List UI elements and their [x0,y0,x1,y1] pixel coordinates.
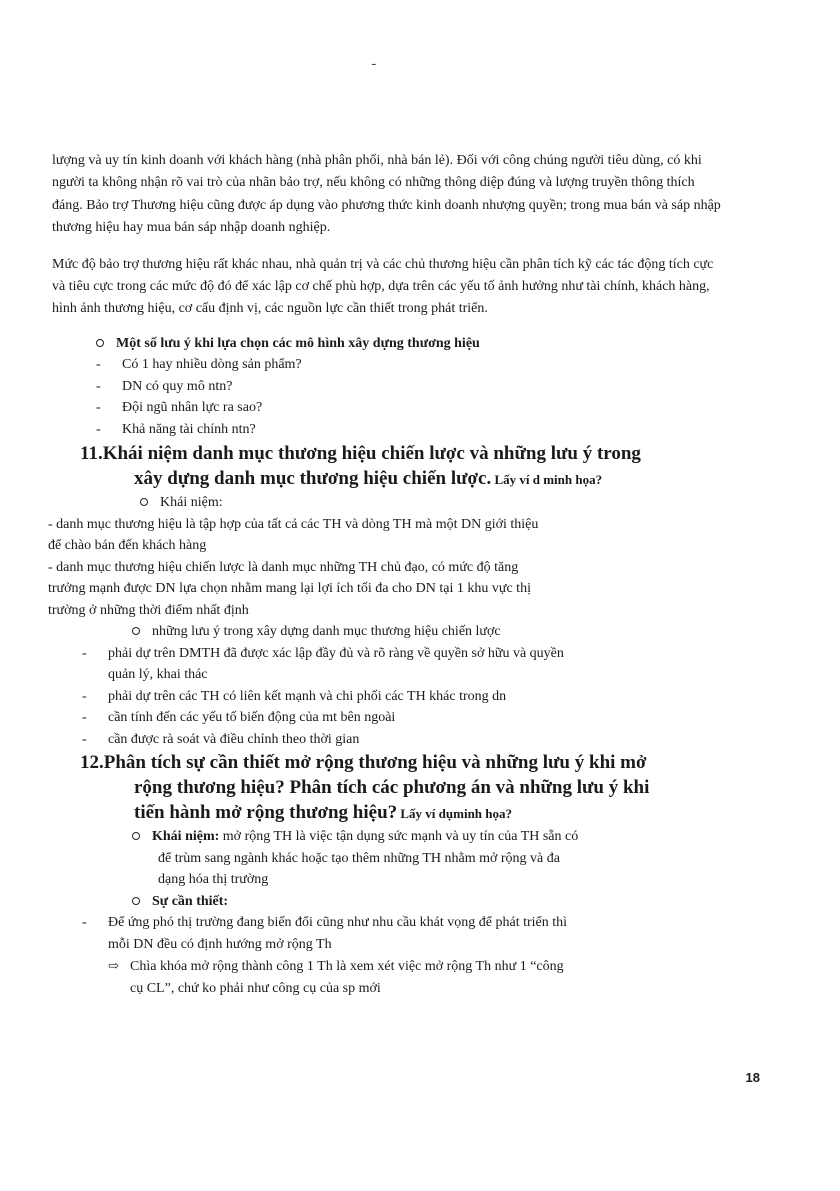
list-item: - DN có quy mô ntn? [96,378,233,394]
list-item: - Đội ngũ nhân lực ra sao? [96,400,263,416]
document-body [48,150,722,999]
question-12-heading: 12.Phân tích sự cần thiết mở rộng thương hiệu và những lưu ý khi mở rộng thương hiệu? Phân tích các phương án và những lưu ý khi tiến hành mở rộng thương hiệu? Lấy ví dụminh họa? [80,752,650,824]
q12-concept: Khái niệm: mở rộng TH là việc tận dụng sức mạnh và uy tín của TH sẵn có [52,826,722,848]
q11-definition-1-cont: để chào bán đến khách hàng [48,538,207,554]
paragraph-support-levels: Mức độ bảo trợ thương hiệu rất khác nhau, nhà quản trị và các chủ thương hiệu cần phân tích kỹ các tác động tích cực và tiêu cực trong các mức độ đó để xác lập cơ chế phù hợp, dựa trên các yếu tố ảnh hưởng như tài chính, khách hàng, hình ảnh thương hiệu, cơ cấu định vị, các nguồn lực cần thiết trong phát triển. [52,256,714,317]
arrow-item: ⇨ Chìa khóa mở rộng thành công 1 Th là xem xét việc mở rộng Th như 1 “công [52,955,722,978]
bullet-icon [132,627,140,635]
q12-concept-cont2: dạng hóa thị trường [158,872,269,888]
arrow-right-icon: ⇨ [108,958,119,974]
scan-mark: ـ [372,54,376,68]
q11-definition-2-cont: trưởng mạnh được DN lựa chọn nhằm mang lại lợi ích tối đa cho DN tại 1 khu vực thị [48,581,531,597]
arrow-item-cont: cụ CL”, chứ ko phải như công cụ của sp mới [130,980,381,996]
question-11-heading: 11.Khái niệm danh mục thương hiệu chiến lược và những lưu ý trong xây dựng danh mục thương hiệu chiến lược. Lấy ví d minh họa? [80,443,641,490]
notes-heading: Một số lưu ý khi lựa chọn các mô hình xây dựng thương hiệu [52,333,722,355]
list-item: - cần được rà soát và điều chỉnh theo thời gian [82,731,360,747]
q11-notes-label: những lưu ý trong xây dựng danh mục thương hiệu chiến lược [52,621,722,643]
q11-definition-2: - danh mục thương hiệu chiến lược là danh mục những TH chủ đạo, có mức độ tăng [48,559,519,575]
bullet-icon [132,832,140,840]
bullet-icon [96,339,104,347]
q11-concept-label: Khái niệm: [52,492,722,514]
list-item: - phải dự trên các TH có liên kết mạnh và chi phối các TH khác trong dn [82,688,507,704]
q12-concept-cont: để trùm sang ngành khác hoặc tạo thêm những TH nhằm mở rộng và đa [158,850,560,866]
paragraph-branding-support: lượng và uy tín kinh doanh với khách hàng (nhà phân phối, nhà bán lẻ). Đối với công chúng người tiêu dùng, có khi người ta không nhận rõ vai trò của nhãn bảo trợ, nếu không có những thông diệp đúng và lượng truyền thông thích đáng. Bảo trợ Thương hiệu cũng được áp dụng vào phương thức kinh doanh nhượng quyền; trong mua bán và sáp nhập thương hiệu hay mua bán sáp nhập doanh nghiệp. [52,153,721,236]
bullet-icon [132,897,140,905]
list-item-cont: mỗi DN đều có định hướng mở rộng Th [108,936,332,952]
q12-need-label: Sự cần thiết: [52,891,722,913]
bullet-icon [140,498,148,506]
q11-definition-2-cont2: trường ở những thời điểm nhất định [48,602,249,618]
q11-definition-1: - danh mục thương hiệu là tập hợp của tất cả các TH và dòng TH mà một DN giới thiệu [48,516,539,532]
list-item: - Khả năng tài chính ntn? [96,421,256,437]
list-item-cont: quản lý, khai thác [108,667,208,683]
list-item: - cần tính đến các yếu tố biến động của mt bên ngoài [82,710,396,726]
list-item: - Để ứng phó thị trường đang biến đổi cũng như nhu cầu khát vọng để phát triển thì [82,915,568,931]
page-number: 18 [745,1070,760,1085]
list-item: - Có 1 hay nhiều dòng sản phẩm? [96,357,302,373]
list-item: - phải dự trên DMTH đã được xác lập đầy đủ và rõ ràng về quyền sở hữu và quyền [82,645,564,661]
